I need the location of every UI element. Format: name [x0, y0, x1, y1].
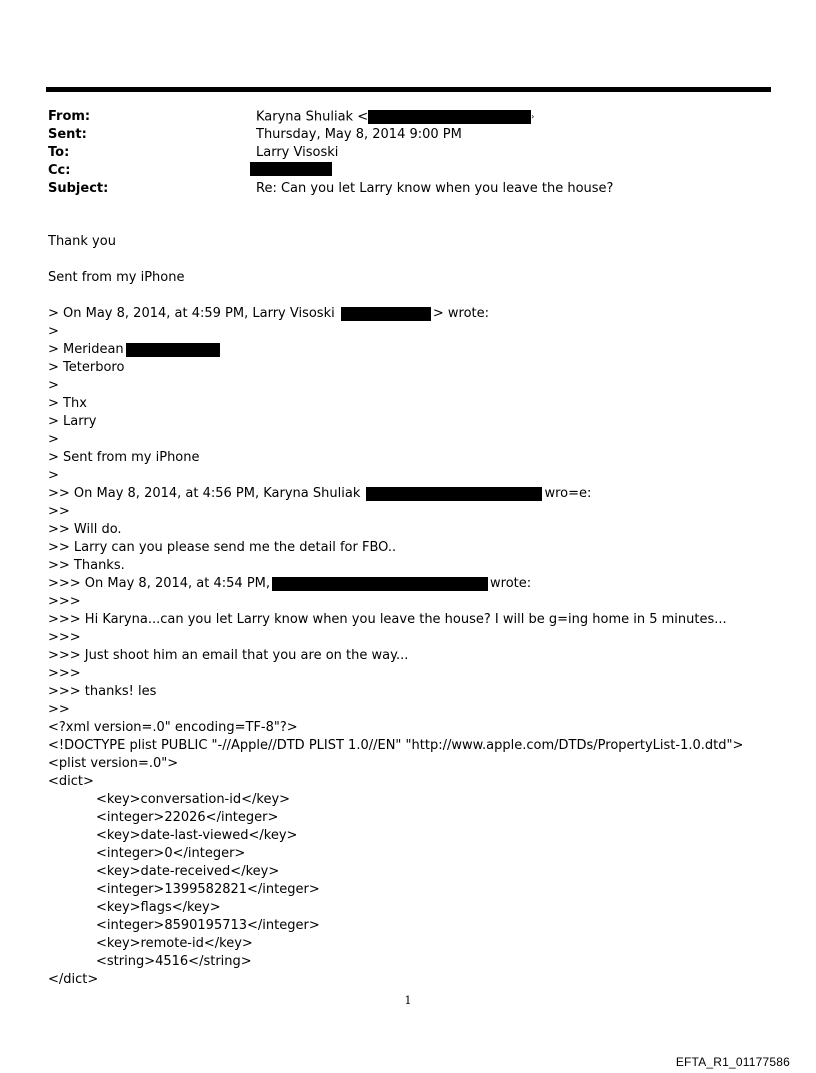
body-line: [48, 683, 788, 701]
body-line-text: <key>conversation-id</key>: [96, 792, 291, 807]
redaction-block: [341, 307, 431, 321]
body-line: [48, 827, 788, 845]
body-line: [48, 575, 788, 593]
body-line: [48, 845, 788, 863]
body-line: [48, 701, 788, 719]
body-line-text: > Larry: [48, 414, 97, 429]
body-line: [48, 593, 788, 611]
body-line-text: >>> thanks! les: [48, 684, 157, 699]
to-value: Larry Visoski: [256, 145, 339, 160]
body-line-text: <string>4516</string>: [96, 954, 252, 969]
body-line: [48, 917, 788, 935]
bates-number: EFTA_R1_01177586: [675, 1055, 790, 1069]
body-line-text: >: [48, 324, 59, 339]
body-line: [48, 377, 788, 395]
cc-redaction: [250, 162, 332, 176]
body-line-text: <key>remote-id</key>: [96, 936, 253, 951]
body-line: [48, 503, 788, 521]
body-line-text: >>> Just shoot him an email that you are on the way...: [48, 648, 409, 663]
body-line-text: > Thx: [48, 396, 87, 411]
cc-label: Cc:: [48, 163, 71, 178]
body-line-text: >: [48, 432, 59, 447]
from-name: Karyna Shuliak <: [256, 109, 369, 125]
body-line-text: <?xml version=.0" encoding=TF-8"?>: [48, 720, 298, 735]
body-line-text: >>: [48, 702, 70, 717]
body-line-text: <integer>22026</integer>: [96, 810, 279, 825]
body-line: [48, 395, 788, 413]
body-line: [48, 953, 788, 971]
body-line-text: <integer>1399582821</integer>: [96, 882, 320, 897]
redaction-block: [366, 487, 542, 501]
body-line-text: > On May 8, 2014, at 4:59 PM, Larry Visoski: [48, 306, 339, 321]
body-line: [48, 773, 788, 791]
body-line: [48, 737, 788, 755]
body-line-text: > Meridean: [48, 342, 124, 357]
from-email-redaction: [368, 110, 531, 124]
sent-value: Thursday, May 8, 2014 9:00 PM: [256, 127, 462, 142]
body-line: [48, 521, 788, 539]
subject-label: Subject:: [48, 181, 109, 196]
body-line: [48, 791, 788, 809]
sent-label: Sent:: [48, 127, 87, 142]
redaction-block: [126, 343, 220, 357]
body-line: [48, 323, 788, 341]
body-line-text: >: [48, 468, 59, 483]
body-line: [48, 359, 788, 377]
body-line: [48, 413, 788, 431]
greeting: Thank you: [48, 234, 116, 249]
body-line: [48, 467, 788, 485]
body-line: [48, 305, 788, 323]
signature: Sent from my iPhone: [48, 270, 185, 285]
body-line-text: <dict>: [48, 774, 94, 789]
body-line: [48, 611, 788, 629]
body-line-tail: > wrote:: [432, 306, 490, 321]
body-line-text: <integer>8590195713</integer>: [96, 918, 320, 933]
body-line-text: </dict>: [48, 972, 99, 987]
page-number: 1: [404, 994, 412, 1007]
body-line: [48, 755, 788, 773]
body-line: [48, 341, 788, 359]
body-line-text: <integer>0</integer>: [96, 846, 246, 861]
body-line-text: >> Thanks.: [48, 558, 125, 573]
from-label: From:: [48, 109, 91, 124]
body-line-text: >>>: [48, 666, 81, 681]
body-line-text: <key>flags</key>: [96, 900, 221, 915]
body-line-text: >: [48, 378, 59, 393]
body-line: [48, 719, 788, 737]
body-line: [48, 647, 788, 665]
body-line: [48, 809, 788, 827]
body-line-tail: wro=e:: [544, 486, 592, 501]
body-line-text: >> Larry can you please send me the detail for FBO..: [48, 540, 397, 555]
body-line-text: >>>: [48, 594, 81, 609]
body-line-text: > Sent from my iPhone: [48, 450, 200, 465]
redaction-block: [272, 577, 488, 591]
to-label: To:: [48, 145, 70, 160]
body-line-text: <key>date-received</key>: [96, 864, 280, 879]
body-line: [48, 629, 788, 647]
body-line: [48, 899, 788, 917]
body-line: [48, 485, 788, 503]
body-line-text: <plist version=.0">: [48, 756, 179, 771]
body-line: [48, 539, 788, 557]
body-line-text: >>> On May 8, 2014, at 4:54 PM,: [48, 576, 271, 591]
email-body: [48, 233, 788, 989]
header-rule: [46, 87, 771, 92]
body-line-text: >> On May 8, 2014, at 4:56 PM, Karyna Shuliak: [48, 486, 365, 501]
body-line-text: <key>date-last-viewed</key>: [96, 828, 298, 843]
body-line-text: >> Will do.: [48, 522, 122, 537]
body-line-text: >>: [48, 504, 70, 519]
body-line-text: >>>: [48, 630, 81, 645]
body-line: [48, 863, 788, 881]
body-line: [48, 935, 788, 953]
body-line-tail: wrote:: [490, 576, 532, 591]
subject-value: Re: Can you let Larry know when you leave the house?: [256, 181, 614, 196]
from-value: Karyna Shuliak < ›: [256, 109, 535, 125]
body-line: [48, 431, 788, 449]
body-line-text: > Teterboro: [48, 360, 125, 375]
body-line: [48, 881, 788, 899]
body-line-text: <!DOCTYPE plist PUBLIC "-//Apple//DTD PLIST 1.0//EN" "http://www.apple.com/DTDs/PropertyList-1.0.dtd">: [48, 738, 744, 753]
body-line-text: >>> Hi Karyna...can you let Larry know when you leave the house? I will be g=ing home in 5 minutes...: [48, 612, 727, 627]
body-line: [48, 557, 788, 575]
body-line: [48, 449, 788, 467]
body-line: [48, 971, 788, 989]
quoted-thread: [48, 305, 788, 989]
body-line: [48, 665, 788, 683]
